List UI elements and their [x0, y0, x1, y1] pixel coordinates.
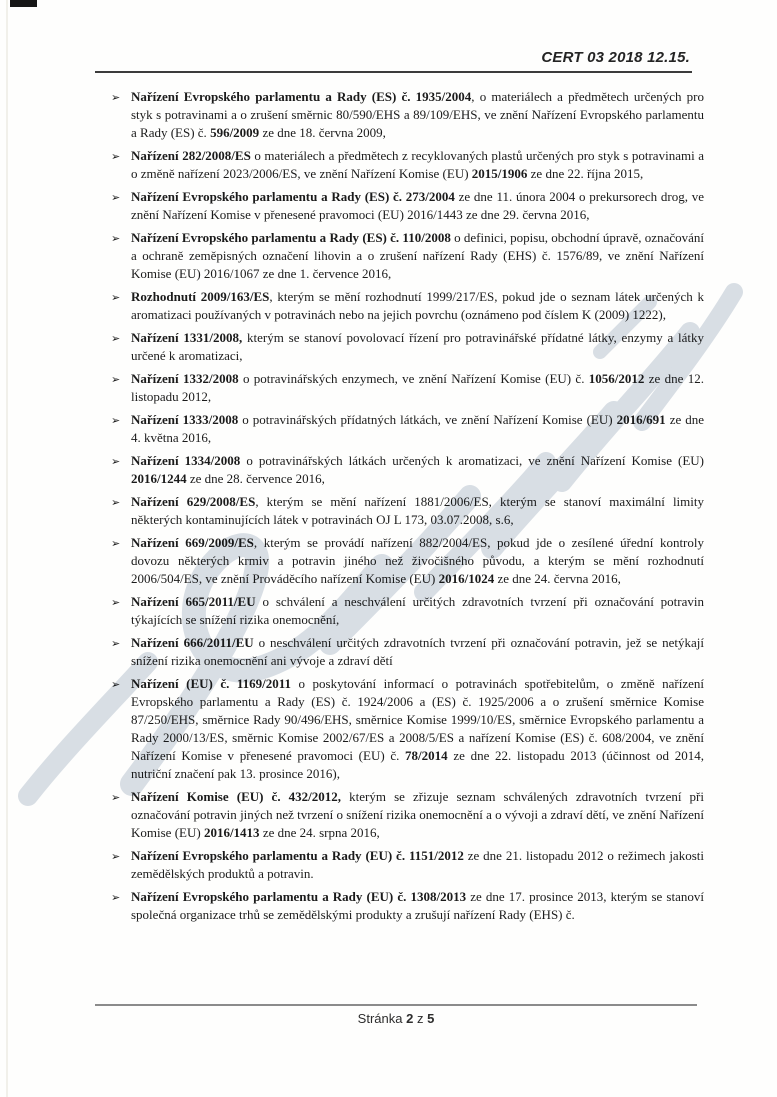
regulation-text: Nařízení Evropského parlamentu a Rady (ES) č. 273/2004 ze dne 11. února 2004 o prekursorech drog, ve znění Nařízení Komise v přenesené pravomoci (EU) 2016/1443 ze dne 29. června 2016, — [131, 189, 704, 222]
footer-prefix: Stránka — [357, 1011, 403, 1026]
regulation-text: Nařízení 1331/2008, kterým se stanoví povolovací řízení pro potravinářské přídatné látky, enzymy a látky určené k aromatizaci, — [131, 330, 704, 363]
regulation-list — [112, 88, 704, 929]
arrow-bullet-icon: ➢ — [111, 414, 121, 427]
arrow-bullet-icon: ➢ — [111, 191, 121, 204]
regulation-item — [112, 847, 704, 883]
document-code: CERT 03 2018 12.15. — [541, 49, 690, 66]
arrow-bullet-icon: ➢ — [111, 891, 121, 904]
regulation-item — [112, 888, 704, 924]
regulation-text: Nařízení 666/2011/EU o neschválení určitých zdravotních tvrzení při označování potravin, jež se netýkají snížení rizika onemocnění ani vývoje a zdraví dětí — [131, 635, 705, 668]
arrow-bullet-icon: ➢ — [111, 537, 121, 550]
regulation-item — [112, 675, 704, 783]
arrow-bullet-icon: ➢ — [111, 373, 121, 386]
regulation-item — [112, 188, 704, 224]
regulation-text: Nařízení Evropského parlamentu a Rady (ES) č. 110/2008 o definici, popisu, obchodní úpravě, označování a ochraně zeměpisných označení lihovin a o zrušení nařízení Rady (EHS) č. 1576/89, ve znění Nařízení Komise (EU) 2016/1067 ze dne 1. července 2016, — [131, 230, 704, 281]
arrow-bullet-icon: ➢ — [111, 150, 121, 163]
arrow-bullet-icon: ➢ — [111, 232, 121, 245]
regulation-item — [112, 788, 704, 842]
arrow-bullet-icon: ➢ — [111, 496, 121, 509]
regulation-text: Nařízení 629/2008/ES, kterým se mění nařízení 1881/2006/ES, kterým se stanoví maximální limity některých kontaminujících látek v potravinách OJ L 173, 03.07.2008, s.6, — [131, 494, 705, 527]
regulation-item — [112, 452, 704, 488]
regulation-text: Nařízení Evropského parlamentu a Rady (EU) č. 1151/2012 ze dne 21. listopadu 2012 o režimech jakosti zemědělských produktů a potravin. — [131, 848, 704, 881]
regulation-text: Nařízení Komise (EU) č. 432/2012, kterým se zřizuje seznam schválených zdravotních tvrzení při označování potravin jiných než tvrzení o snížení rizika onemocnění a o vývoji a zdraví dětí, ve znění Nařízení Komise (EU) 2016/1413 ze dne 24. srpna 2016, — [131, 789, 704, 840]
footer-page-total: 5 — [427, 1011, 435, 1026]
regulation-text: Nařízení 1334/2008 o potravinářských látkách určených k aromatizaci, ve znění Nařízení Komise (EU) 2016/1244 ze dne 28. července 2016, — [131, 453, 704, 486]
regulation-item — [112, 411, 704, 447]
regulation-item — [112, 88, 704, 142]
scan-edge-shade — [6, 0, 8, 1097]
regulation-item — [112, 493, 704, 529]
regulation-item — [112, 534, 704, 588]
scan-artifact-corner — [10, 0, 37, 7]
regulation-text: Nařízení Evropského parlamentu a Rady (EU) č. 1308/2013 ze dne 17. prosince 2013, kterým se stanoví společná organizace trhů se zemědělskými produkty a zrušují nařízení Rady (EHS) č. — [131, 889, 704, 922]
regulation-item — [112, 634, 704, 670]
arrow-bullet-icon: ➢ — [111, 332, 121, 345]
arrow-bullet-icon: ➢ — [111, 637, 121, 650]
regulation-item — [112, 370, 704, 406]
arrow-bullet-icon: ➢ — [111, 791, 121, 804]
regulation-text: Nařízení 282/2008/ES o materiálech a předmětech z recyklovaných plastů určených pro styk s potravinami a o změně nařízení 2023/2006/ES, ve znění Nařízení Komise (EU) 2015/1906 ze dne 22. října 2015, — [131, 148, 704, 181]
regulation-item — [112, 229, 704, 283]
arrow-bullet-icon: ➢ — [111, 678, 121, 691]
regulation-item — [112, 329, 704, 365]
arrow-bullet-icon: ➢ — [111, 850, 121, 863]
arrow-bullet-icon: ➢ — [111, 291, 121, 304]
arrow-bullet-icon: ➢ — [111, 596, 121, 609]
regulation-item — [112, 147, 704, 183]
regulation-item — [112, 288, 704, 324]
regulation-text: Nařízení Evropského parlamentu a Rady (ES) č. 1935/2004, o materiálech a předmětech určených pro styk s potravinami a o zrušení směrnic 80/590/EHS a 89/109/EHS, ve znění Nařízení Evropského parlamentu a Rady (ES) č. 596/2009 ze dne 18. června 2009, — [131, 89, 704, 140]
arrow-bullet-icon: ➢ — [111, 455, 121, 468]
arrow-bullet-icon: ➢ — [111, 91, 121, 104]
regulation-item — [112, 593, 704, 629]
footer-separator: z — [416, 1011, 424, 1026]
regulation-text: Nařízení 665/2011/EU o schválení a neschválení určitých zdravotních tvrzení při označování potravin týkajících se snížení rizika onemocnění, — [131, 594, 705, 627]
header-rule — [95, 71, 692, 73]
page-footer — [95, 1011, 697, 1026]
regulation-text: Nařízení (EU) č. 1169/2011 o poskytování informací o potravinách spotřebitelům, o změně nařízení Evropského parlamentu a Rady (ES) č. 1924/2006 a (ES) č. 1925/2006 a o zrušení směrnice Komise 87/250/EHS, směrnice Rady 90/496/EHS, směrnice Komise 1999/10/ES, směrnice Evropského parlamentu a Rady 2000/13/ES, směrnic Komise 2002/67/ES a 2008/5/ES a nařízení Komise (ES) č. 608/2004, ve znění Nařízení Komise v přenesené pravomoci (EU) č. 78/2014 ze dne 22. listopadu 2013 (účinnost od 2014, nutriční značení pak 13. prosince 2016), — [131, 676, 704, 781]
footer-page-number: 2 — [406, 1011, 414, 1026]
regulation-text: Nařízení 1333/2008 o potravinářských přídatných látkách, ve znění Nařízení Komise (EU) 2016/691 ze dne 4. května 2016, — [131, 412, 705, 445]
regulation-text: Nařízení 669/2009/ES, kterým se provádí nařízení 882/2004/ES, pokud jde o zesílené úřední kontroly dovozu některých krmiv a potravin jiného než živočišného původu, a kterým se mění rozhodnutí 2006/504/ES, ve znění Prováděcího nařízení Komise (EU) 2016/1024 ze dne 24. června 2016, — [131, 535, 704, 586]
regulation-text: Nařízení 1332/2008 o potravinářských enzymech, ve znění Nařízení Komise (EU) č. 1056/2012 ze dne 12. listopadu 2012, — [131, 371, 704, 404]
regulation-text: Rozhodnutí 2009/163/ES, kterým se mění rozhodnutí 1999/217/ES, pokud jde o seznam látek určených k aromatizaci používaných v potravinách nebo na jejich povrchu (oznámeno pod číslem K (2009) 1222), — [131, 289, 704, 322]
footer-rule — [95, 1004, 697, 1006]
